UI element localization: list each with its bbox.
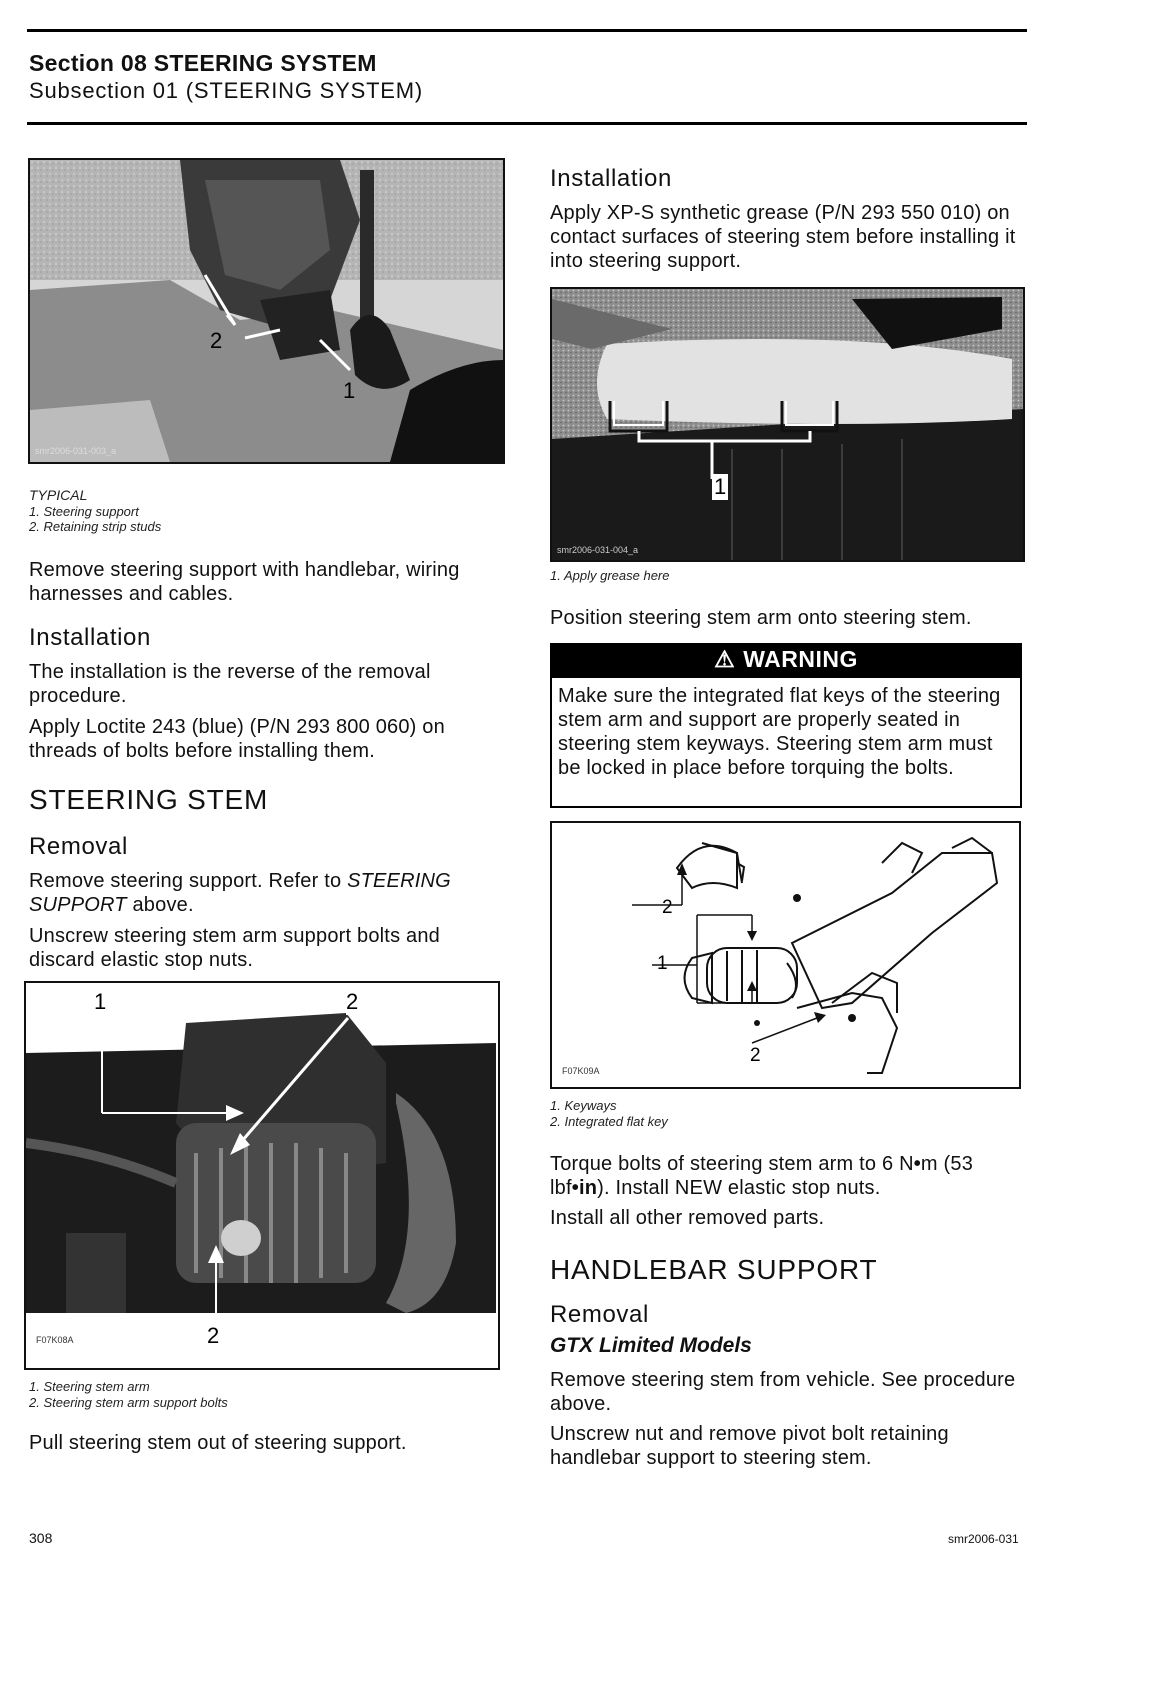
figure-code: smr2006-031-004_a xyxy=(557,545,639,555)
paragraph-text: above. xyxy=(126,894,194,916)
heading-removal: Removal xyxy=(550,1301,649,1328)
torque-text: Torque bolts of steering stem arm to 6 N xyxy=(550,1153,914,1175)
paragraph: The installation is the reverse of the removal procedure. xyxy=(29,661,431,707)
heading-removal: Removal xyxy=(29,833,128,860)
figure-steering-support xyxy=(28,158,505,464)
document-code: smr2006-031 xyxy=(948,1532,1019,1546)
torque-dot: • xyxy=(913,1153,921,1175)
figure-caption-1: 1. Keyways xyxy=(550,1098,617,1113)
paragraph-torque xyxy=(550,1152,1028,1200)
paragraph: Pull steering stem out of steering support. xyxy=(29,1432,407,1454)
figure-code: F07K08A xyxy=(36,1335,74,1345)
paragraph: Position steering stem arm onto steering stem. xyxy=(550,607,972,629)
paragraph: Remove steering support with handlebar, wiring harnesses and cables. xyxy=(29,559,460,605)
heading-installation: Installation xyxy=(550,165,672,192)
figure-caption-1: 1. Apply grease here xyxy=(550,568,670,583)
torque-unit: in xyxy=(578,1177,598,1199)
steering-stem-diagram xyxy=(552,823,1019,1087)
callout-2: 2 xyxy=(662,897,673,918)
paragraph: Install all other removed parts. xyxy=(550,1207,825,1229)
paragraph-refer xyxy=(29,869,506,917)
paragraph: Remove steering stem from vehicle. See procedure above. xyxy=(550,1369,1016,1415)
figure-caption-title: TYPICAL xyxy=(29,487,88,503)
figure-steering-stem-arm xyxy=(24,981,500,1370)
subsection-title: Subsection 01 (STEERING SYSTEM) xyxy=(29,78,424,103)
callout-1: 1 xyxy=(94,989,107,1014)
callout-2: 2 xyxy=(750,1045,761,1066)
figure-caption-2: 2. Retaining strip studs xyxy=(29,519,162,534)
section-title: Section 08 STEERING SYSTEM xyxy=(29,50,377,76)
paragraph: Unscrew steering stem arm support bolts and discard elastic stop nuts. xyxy=(29,925,440,971)
callout-1: 1 xyxy=(657,953,668,974)
figure-code: F07K09A xyxy=(562,1066,600,1076)
heading-installation: Installation xyxy=(29,624,151,651)
paragraph: Apply Loctite 243 (blue) (P/N 293 800 060) on threads of bolts before installing them. xyxy=(29,716,445,762)
heading-gtx-limited: GTX Limited Models xyxy=(550,1334,752,1357)
callout-1: 1 xyxy=(343,378,356,403)
warning-box xyxy=(550,676,1022,808)
callout-2: 2 xyxy=(207,1323,220,1348)
figure-caption-1: 1. Steering support xyxy=(29,504,139,519)
paragraph: Apply XP-S synthetic grease (P/N 293 550 010) on contact surfaces of steering stem before installing it into steering support. xyxy=(550,202,1016,272)
figure-grease-application xyxy=(550,287,1025,562)
warning-title: WARNING xyxy=(743,646,858,672)
steering-stem-arm-photo xyxy=(26,983,498,1368)
paragraph-text: Remove steering support. Refer to xyxy=(29,870,348,892)
figure-caption-2: 2. Steering stem arm support bolts xyxy=(29,1395,228,1410)
cross-reference: STEERING SUPPORT xyxy=(29,870,451,916)
paragraph: Unscrew nut and remove pivot bolt retaining handlebar support to steering stem. xyxy=(550,1423,949,1469)
figure-caption-1: 1. Steering stem arm xyxy=(29,1379,150,1394)
header-rule xyxy=(27,122,1027,125)
warning-text: Make sure the integrated flat keys of the steering stem arm and support are properly seated in steering stem keyways. Steering stem arm must be locked in place before torquing the bolts. xyxy=(558,685,1001,779)
heading-steering-stem: STEERING STEM xyxy=(29,784,269,815)
page-number: 308 xyxy=(29,1530,53,1546)
figure-label-strip xyxy=(26,1315,498,1368)
figure-caption-2: 2. Integrated flat key xyxy=(550,1114,668,1129)
torque-text: m (53 lbf xyxy=(550,1153,974,1199)
callout-2: 2 xyxy=(346,989,359,1014)
figure-code: smr2006-031-003_a xyxy=(35,446,117,456)
torque-text: ). Install NEW elastic stop nuts. xyxy=(597,1177,881,1199)
steering-support-photo xyxy=(30,160,503,462)
callout-2: 2 xyxy=(210,328,223,353)
steering-stem-photo xyxy=(552,289,1023,560)
torque-dot: • xyxy=(571,1177,579,1199)
heading-handlebar-support: HANDLEBAR SUPPORT xyxy=(550,1254,878,1285)
warning-banner xyxy=(550,643,1022,676)
figure-keyways-diagram xyxy=(550,821,1021,1089)
warning-icon: ⚠ xyxy=(714,646,736,672)
top-rule xyxy=(27,29,1027,32)
callout-1: 1 xyxy=(714,474,727,499)
